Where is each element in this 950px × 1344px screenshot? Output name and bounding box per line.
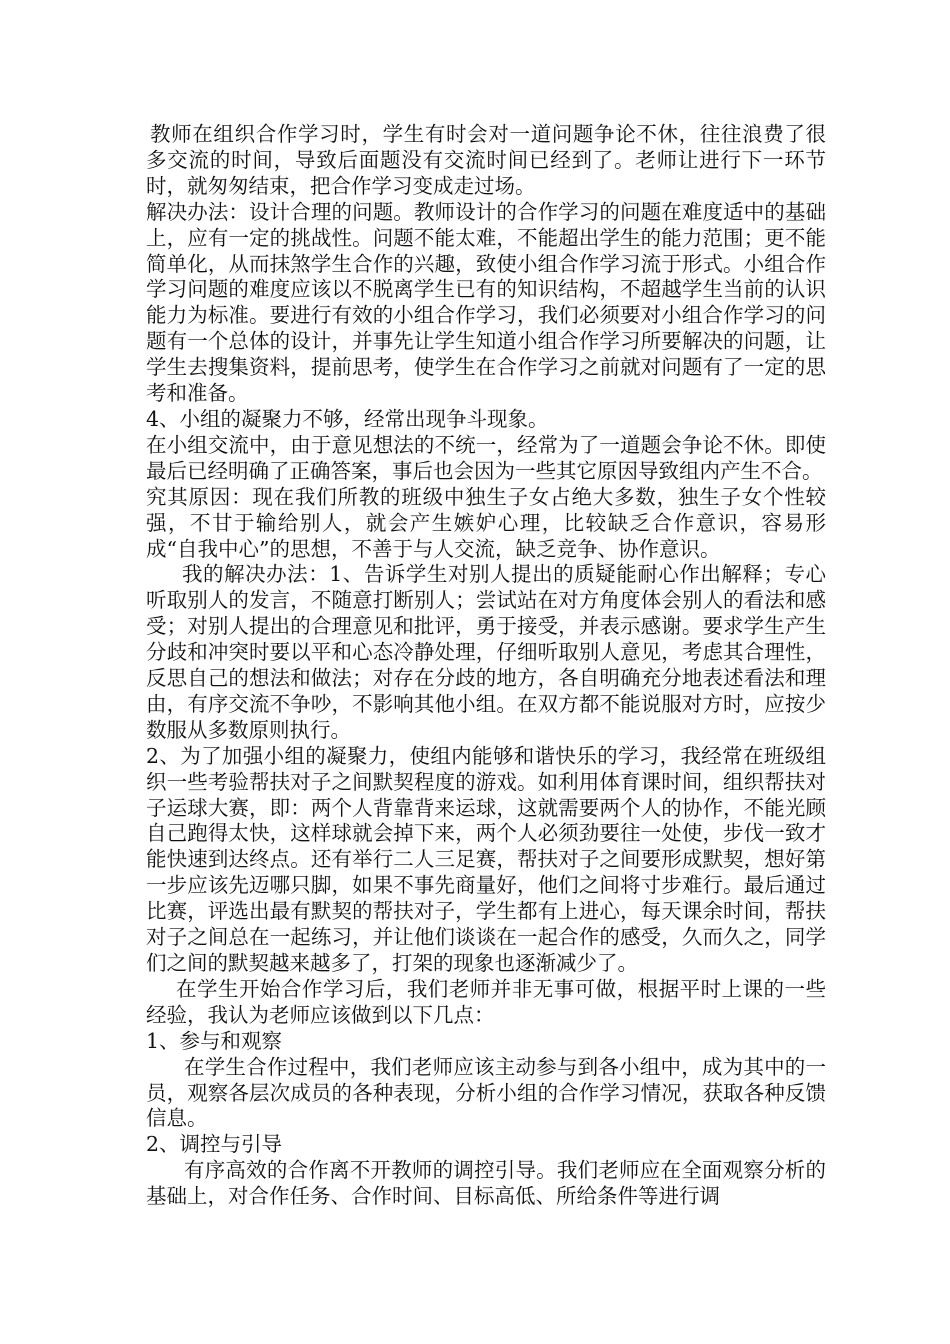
paragraph-cohesion-games: 2、为了加强小组的凝聚力，使组内能够和谐快乐的学习，我经常在班级组织一些考验帮扶对子之间默契程度的游戏。如利用体育课时间，组织帮扶对子运球大赛，即：两个人背靠背来运球，这就需要两个人的协作，不能光顾自己跑得太快，这样球就会掉下来，两个人必须劲要往一处使，步伐一致才能快速到达终点。还有举行二人三足赛，帮扶对子之间要形成默契，想好第一步应该先迈哪只脚，如果不事先商量好，他们之间将寸步难行。最后通过比赛，评选出最有默契的帮扶对子，学生都有上进心，每天课余时间，帮扶对子之间总在一起练习，并让他们谈谈在一起合作的感受，久而久之，同学们之间的默契越来越多了，打架的现象也逐渐减少了。	[146, 743, 826, 975]
paragraph-group-dispute: 在小组交流中，由于意见想法的不统一，经常为了一道题会争论不休。即使最后已经明确了正确答案，事后也会因为一些其它原因导致组内产生不合。	[146, 432, 826, 483]
paragraph-teacher-role-intro: 在学生开始合作学习后，我们老师并非无事可做，根据平时上课的一些经验，我认为老师应该做到以下几点：	[146, 976, 826, 1027]
paragraph-my-solution: 我的解决办法：1、告诉学生对别人提出的质疑能耐心作出解释；专心听取别人的发言，不随意打断别人；尝试站在对方角度体会别人的看法和感受；对别人提出的合理意见和批评，勇于接受，并表示感谢。要求学生产生分歧和冲突时要以平和心态冷静处理，仔细听取别人意见，考虑其合理性，反思自己的想法和做法；对存在分歧的地方，各自明确充分地表述看法和理由，有序交流不争吵，不影响其他小组。在双方都不能说服对方时，应按少数服从多数原则执行。	[146, 562, 826, 742]
paragraph-cause-analysis: 究其原因：现在我们所教的班级中独生子女占绝大多数，独生子女个性较强，不甘于输给别人，就会产生嫉妒心理，比较缺乏合作意识，容易形成“自我中心”的思想，不善于与人交流，缺乏竞争、协作意识。	[146, 484, 826, 561]
document-body	[146, 122, 826, 1210]
paragraph-solution-question-design: 解决办法：设计合理的问题。教师设计的合作学习的问题在难度适中的基础上，应有一定的挑战性。问题不能太难，不能超出学生的能力范围；更不能简单化，从而抹煞学生合作的兴趣，致使小组合作学习流于形式。小组合作学习问题的难度应该以不脱离学生已有的知识结构，不超越学生当前的认识能力为标准。要进行有效的小组合作学习，我们必须要对小组合作学习的问题有一个总体的设计，并事先让学生知道小组合作学习所要解决的问题，让学生去搜集资料，提前思考，使学生在合作学习之前就对问题有了一定的思考和准备。	[146, 199, 826, 406]
heading-control-guide: 2、调控与引导	[146, 1132, 283, 1157]
heading-participate-observe: 1、参与和观察	[146, 1028, 283, 1053]
paragraph-control-guide: 有序高效的合作离不开教师的调控引导。我们老师应在全面观察分析的基础上，对合作任务、合作时间、目标高低、所给条件等进行调	[146, 1158, 826, 1209]
paragraph-participate-observe: 在学生合作过程中，我们老师应该主动参与到各小组中，成为其中的一员，观察各层次成员的各种表现，分析小组的合作学习情况，获取各种反馈信息。	[146, 1054, 826, 1131]
heading-cohesion-problem: 4、小组的凝聚力不够，经常出现争斗现象。	[146, 406, 549, 431]
paragraph-problem-description: 教师在组织合作学习时，学生有时会对一道问题争论不休，往往浪费了很多交流的时间，导致后面题没有交流时间已经到了。老师让进行下一环节时，就匆匆结束，把合作学习变成走过场。	[146, 122, 826, 198]
